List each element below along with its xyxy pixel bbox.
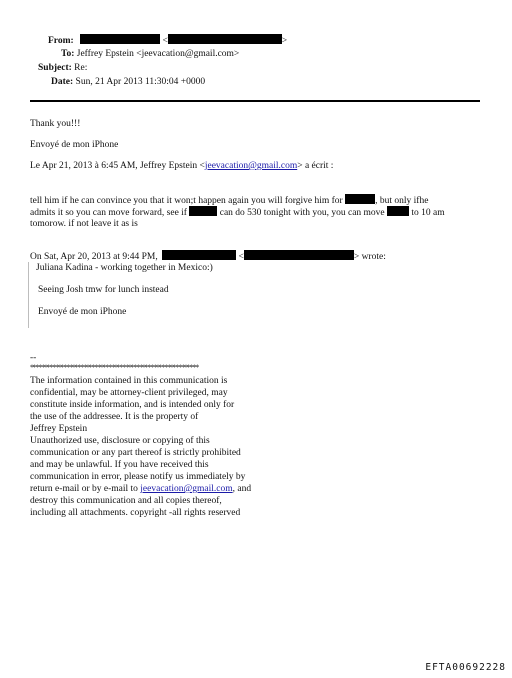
date-value: Sun, 21 Apr 2013 11:30:04 +0000 [75,77,206,87]
disclaimer-line: communication in error, please notify us immediately by [30,472,246,482]
reply-email-link[interactable]: jeevacation@gmail.com [204,161,298,171]
disclaimer-line: destroy this communication and all copies thereof, [30,496,222,506]
quoted-header-prefix: On Sat, Apr 20, 2013 at 9:44 PM, [30,252,158,262]
from-row [48,34,287,47]
date-label: Date: [51,77,74,87]
disclaimer [30,375,251,519]
message-text: to 10 am [411,208,445,218]
from-label: From: [48,36,74,46]
message-text: tell him if he can convince you that it won;t happen again you will forgive him for [30,196,343,206]
header-divider [30,100,480,102]
from-gt: > [281,36,288,46]
redaction-box [80,34,160,44]
signature-stars: ************************************************************ [30,363,199,372]
disclaimer-text: , and [232,484,252,494]
disclaimer-line: and may be unlawful. If you have received this [30,460,209,470]
subject-value: Re: [74,63,88,73]
redaction-box [244,250,354,260]
subject-row [38,62,87,74]
document-id: EFTA00692228 [425,662,506,673]
quoted-line-3: Envoyé de mon iPhone [38,307,127,317]
redaction-box [189,206,217,216]
quoted-line-1: Juliana Kadina - working together in Mexico:) [36,263,213,273]
redaction-box [387,206,409,216]
disclaimer-line: Unauthorized use, disclosure or copying of this [30,436,210,446]
signature-dashes: -- [30,353,37,363]
quoted-line-2: Seeing Josh tmw for lunch instead [38,285,169,295]
disclaimer-line: The information contained in this communication is [30,376,228,386]
message-text: admits it so you can move forward, see if [30,208,187,218]
disclaimer-line: constitute inside information, and is intended only for [30,400,235,410]
thanks-text: Thank you!!! [30,119,81,129]
from-lt: < [162,36,168,46]
to-value: Jeffrey Epstein <jeevacation@gmail.com> [76,49,240,59]
message-text: can do 530 tonight with you, you can move [219,208,385,218]
disclaimer-line: the use of the addressee. It is the property of [30,412,199,422]
redaction-box [162,250,236,260]
reply-header [30,160,333,172]
message-text: , but only ifhe [375,196,429,206]
redaction-box [345,194,375,204]
message-line-3: tomorow. if not leave it as is [30,219,138,229]
subject-label: Subject: [38,63,72,73]
quoted-header-suffix: > wrote: [353,252,386,262]
reply-suffix: > a écrit : [297,161,334,171]
to-label: To: [61,49,75,59]
quoted-header-lt: < [238,252,244,262]
disclaimer-line: communication or any part thereof is strictly prohibited [30,448,241,458]
quote-bar [28,262,29,328]
date-row [51,76,205,88]
disclaimer-line: confidential, may be attorney-client privileged, may [30,388,228,398]
disclaimer-email-link[interactable]: jeevacation@gmail.com [140,484,233,494]
disclaimer-line: including all attachments. copyright -all rights reserved [30,508,241,518]
disclaimer-line [30,483,251,495]
reply-prefix: Le Apr 21, 2013 à 6:45 AM, Jeffrey Epstein < [30,161,205,171]
disclaimer-text: return e-mail or by e-mail to [30,484,141,494]
redaction-box [168,34,282,44]
sent-from-text: Envoyé de mon iPhone [30,140,119,150]
disclaimer-line: Jeffrey Epstein [30,424,88,434]
to-row [61,48,239,60]
